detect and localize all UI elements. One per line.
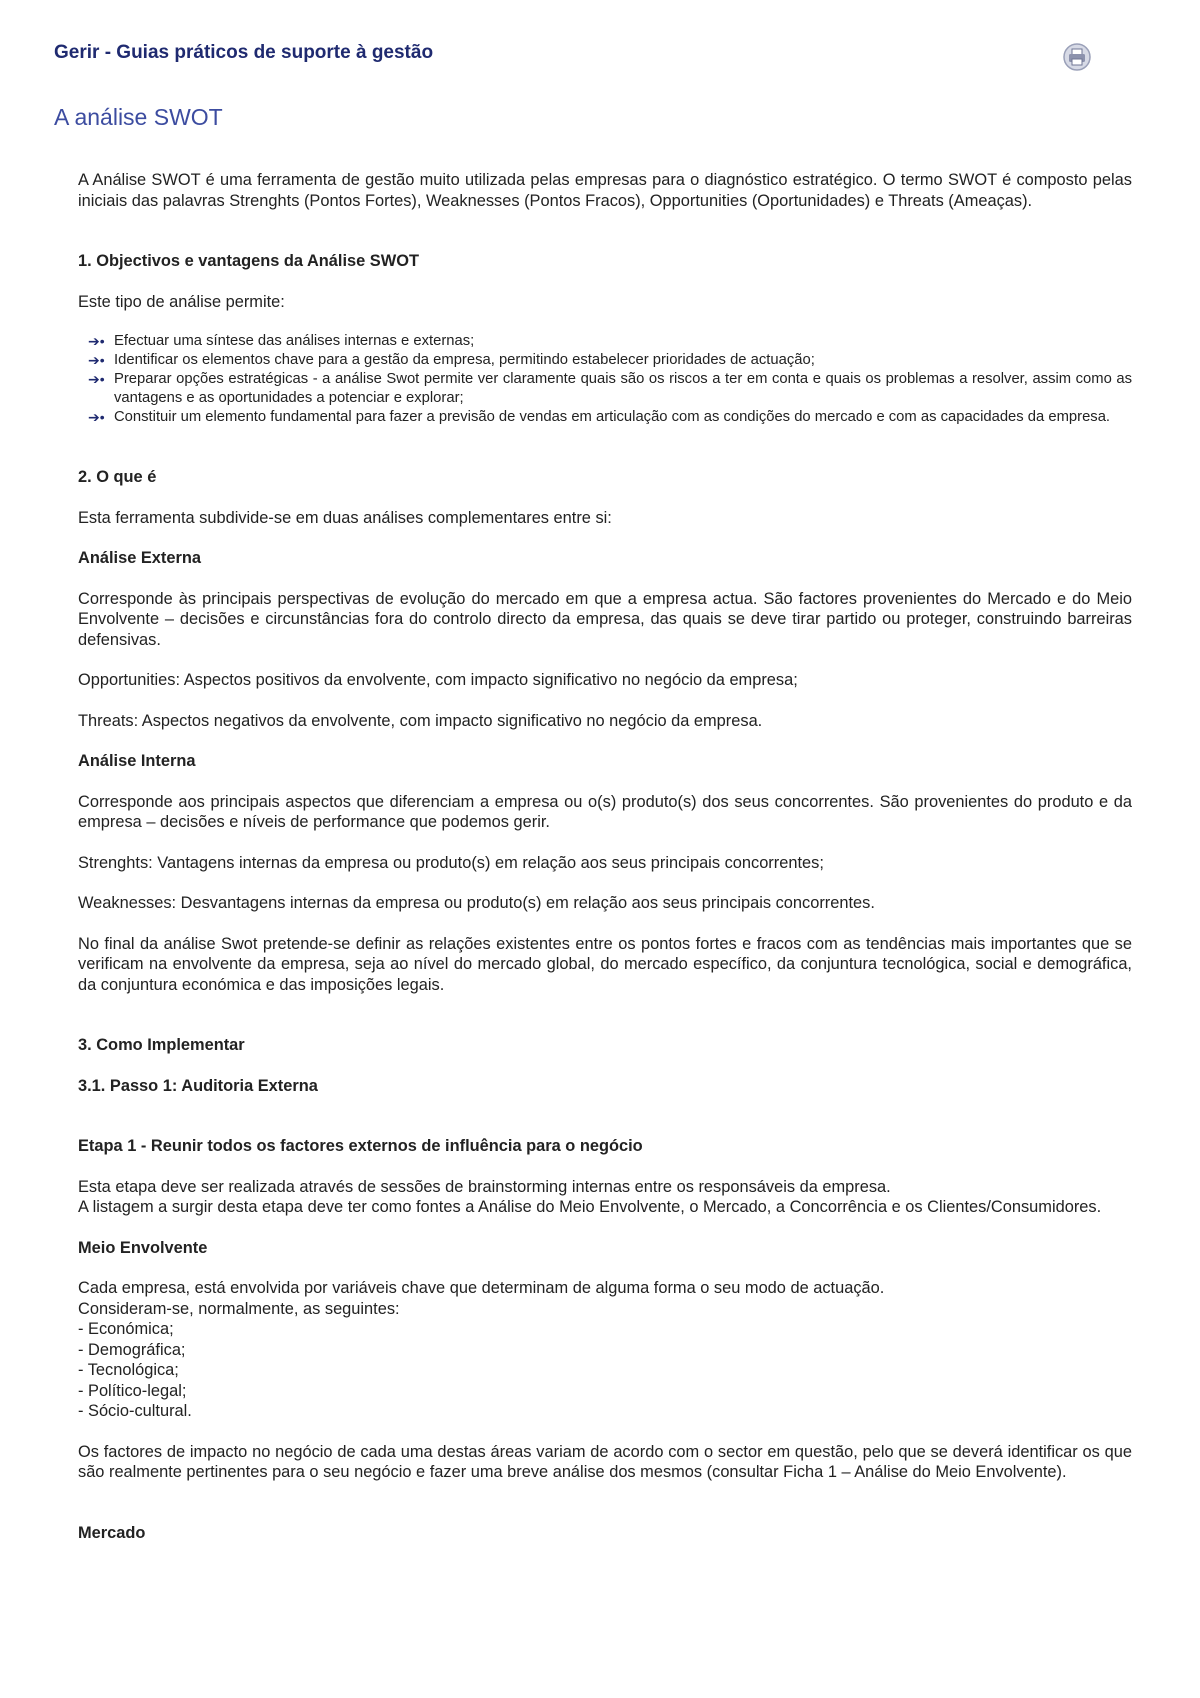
section-2-heading: 2. O que é [78, 468, 157, 486]
arrow-right-icon: ➔• [88, 371, 105, 387]
environment-heading: Meio Envolvente [78, 1238, 208, 1257]
weaknesses-text: Weaknesses: Desvantagens internas da empresa ou produto(s) em relação aos seus principais concorrentes. [78, 894, 875, 912]
intro-paragraph: A Análise SWOT é uma ferramenta de gestão muito utilizada pelas empresas para o diagnóstico estratégico. O termo SWOT é composto pelas iniciais das palavras Strenghts (Pontos Fortes), Weaknesses (Pontos Fracos), Opportunities (Oportunidades) e Threats (Ameaças). [78, 171, 1132, 210]
market-heading: Mercado [78, 1523, 146, 1542]
arrow-right-icon: ➔• [88, 352, 105, 368]
list-item: - Económica; [78, 1320, 174, 1338]
site-title: Gerir - Guias práticos de suporte à gestão [54, 42, 434, 63]
stage-1-text: Esta etapa deve ser realizada através de sessões de brainstorming internas entre os responsáveis da empresa. A listagem a surgir desta etapa deve ter como fontes a Análise do Meio Envolvente, o Mercado, a Concorrência e os Clientes/Consumidores. [78, 1177, 1102, 1216]
list-item: - Demográfica; [78, 1340, 186, 1359]
stage-1-heading: Etapa 1 - Reunir todos os factores externos de influência para o negócio [78, 1137, 643, 1155]
list-item: ➔• Identificar os elementos chave para a gestão da empresa, permitindo estabelecer prioridades de actuação; [88, 352, 815, 368]
list-item: - Sócio-cultural. [78, 1402, 192, 1420]
section-3-heading: 3. Como Implementar [78, 1036, 245, 1054]
external-analysis-heading: Análise Externa [78, 549, 201, 567]
arrow-right-icon: ➔• [88, 409, 105, 425]
environment-text: Cada empresa, está envolvida por variáveis chave que determinam de alguma forma o seu modo de actuação. Consideram-se, normalmente, as seguintes: - Económica; - Demográfica; - Tecnológica; - Político-legal; - Sócio-cultural. [78, 1278, 1132, 1422]
threats-text: Threats: Aspectos negativos da envolvente, com impacto significativo no negócio da empresa. [78, 711, 763, 730]
section-2-lead: Esta ferramenta subdivide-se em duas análises complementares entre si: [78, 508, 612, 527]
list-item: - Político-legal; [78, 1381, 187, 1400]
list-item: - Tecnológica; [78, 1361, 179, 1379]
internal-analysis-text: Corresponde aos principais aspectos que diferenciam a empresa ou o(s) produto(s) dos seus concorrentes. São provenientes do produto e da empresa – decisões e níveis de performance que podemos gerir. [78, 792, 1132, 831]
list-item: ➔• Preparar opções estratégicas - a análise Swot permite ver claramente quais são os riscos a ter em conta e quais os problemas a resolver, assim como as vantagens e as oportunidades a potenciar e explorar; [88, 371, 1132, 406]
strengths-text: Strenghts: Vantagens internas da empresa ou produto(s) em relação aos seus principais concorrentes; [78, 853, 824, 872]
section-1-lead: Este tipo de análise permite: [78, 292, 285, 311]
section-1-heading: 1. Objectivos e vantagens da Análise SWOT [78, 252, 419, 270]
list-item: ➔• Constituir um elemento fundamental para fazer a previsão de vendas em articulação com as condições do mercado e com as capacidades da empresa. [88, 409, 1111, 425]
objectives-list [78, 332, 1132, 427]
conclusion-text: No final da análise Swot pretende-se definir as relações existentes entre os pontos fortes e fracos com as tendências mais importantes que se verificam na envolvente da empresa, seja ao nível do mercado global, do mercado específico, da conjuntura tecnológica, social e demográfica, da conjuntura económica e das imposições legais. [78, 934, 1132, 994]
external-analysis-text: Corresponde às principais perspectivas de evolução do mercado em que a empresa actua. São factores provenientes do Mercado e do Meio Envolvente – decisões e circunstâncias fora do controlo directo da empresa, das quais se deve tirar partido ou proteger, construindo barreiras defensivas. [78, 589, 1132, 649]
opportunities-text: Opportunities: Aspectos positivos da envolvente, com impacto significativo no negócio da empresa; [78, 671, 798, 689]
arrow-right-icon: ➔• [88, 333, 105, 349]
list-item: ➔• Efectuar uma síntese das análises internas e externas; [88, 333, 475, 349]
step-1-heading: 3.1. Passo 1: Auditoria Externa [78, 1076, 318, 1095]
internal-analysis-heading: Análise Interna [78, 752, 196, 770]
page-title: A análise SWOT [54, 104, 223, 130]
environment-impact-text: Os factores de impacto no negócio de cada uma destas áreas variam de acordo com o sector em questão, pelo que se deverá identificar os que são realmente pertinentes para o seu negócio e fazer uma breve análise dos mesmos (consultar Ficha 1 – Análise do Meio Envolvente). [78, 1442, 1132, 1481]
article-body [78, 170, 1132, 1563]
printer-icon[interactable] [1062, 42, 1092, 72]
